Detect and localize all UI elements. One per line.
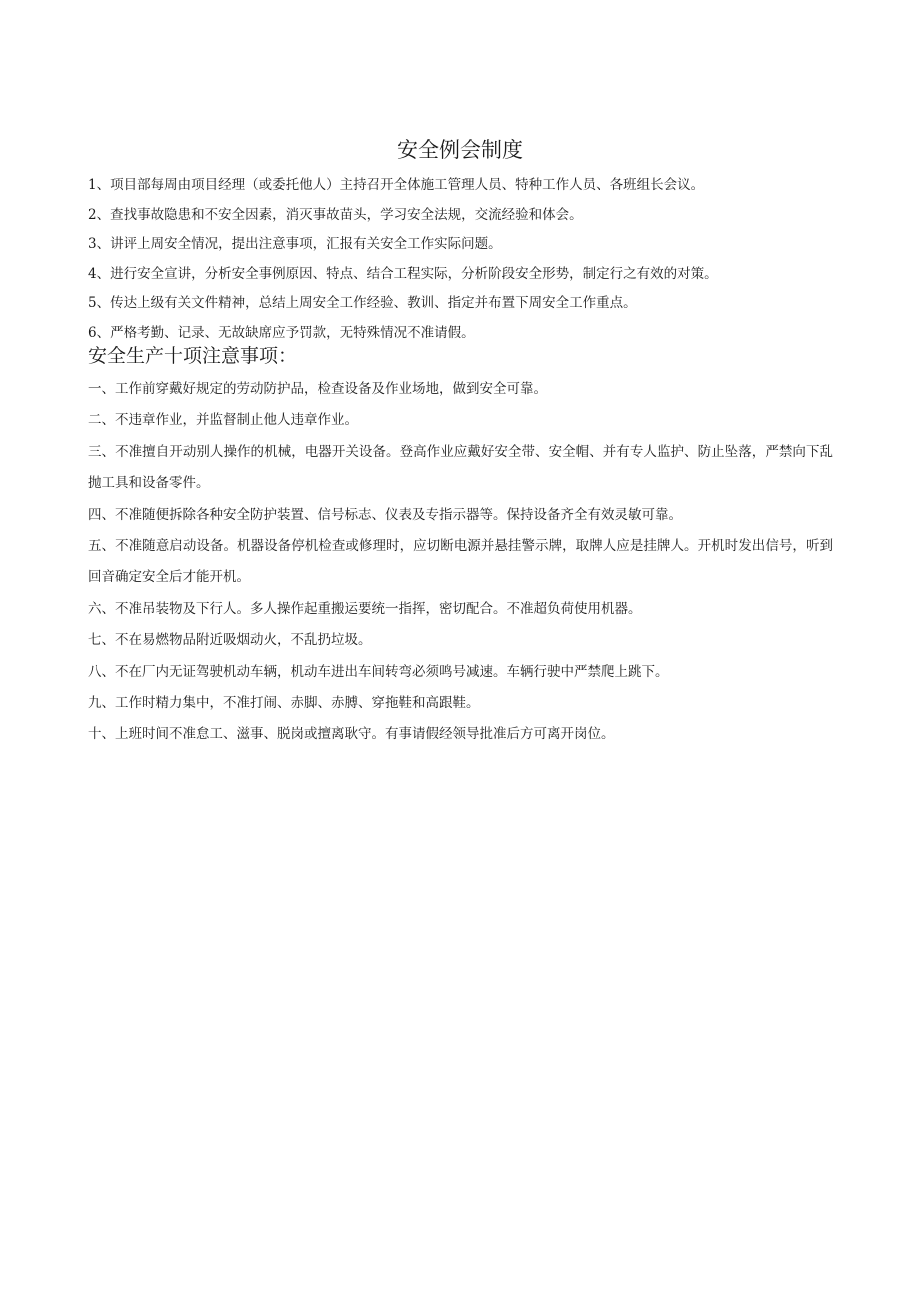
meeting-rules-list bbox=[88, 171, 848, 349]
meeting-rule-item: 2、查找事故隐患和不安全因素，消灭事故苗头，学习安全法规，交流经验和体会。 bbox=[88, 206, 583, 223]
precaution-item: 十、上班时间不准怠工、滋事、脱岗或擅离耿守。有事请假经领导批准后方可离开岗位。 bbox=[88, 726, 615, 743]
meeting-rule-item: 4、进行安全宣讲，分析安全事例原因、特点、结合工程实际，分析阶段安全形势，制定行之有效的对策。 bbox=[88, 265, 718, 282]
precaution-item: 四、不准随便拆除各种安全防护装置、信号标志、仪表及专指示器等。保持设备齐全有效灵敏可靠。 bbox=[88, 506, 682, 523]
meeting-rule-item: 6、严格考勤、记录、无故缺席应予罚款，无特殊情况不准请假。 bbox=[88, 324, 475, 341]
precaution-item: 八、不在厂内无证驾驶机动车辆，机动车进出车间转弯必须鸣号减速。车辆行驶中严禁爬上跳下。 bbox=[88, 663, 669, 680]
meeting-rule-item: 3、讲评上周安全情况，提出注意事项，汇报有关安全工作实际问题。 bbox=[88, 236, 502, 253]
meeting-rule-item: 5、传达上级有关文件精神，总结上周安全工作经验、教训、指定并布置下周安全工作重点。 bbox=[88, 295, 637, 312]
meeting-rule-item: 1、项目部每周由项目经理（或委托他人）主持召开全体施工管理人员、特种工作人员、各班组长会议。 bbox=[88, 177, 705, 193]
precaution-item: 九、工作时精力集中，不准打闹、赤脚、赤膊、穿拖鞋和高跟鞋。 bbox=[88, 695, 480, 712]
precaution-item: 五、不准随意启动设备。机器设备停机检查或修理时，应切断电源并悬挂警示牌，取牌人应是挂牌人。开机时发出信号，听到回音确定安全后才能开机。 bbox=[88, 538, 833, 586]
precautions-list bbox=[88, 374, 833, 751]
precaution-item: 二、不违章作业，并监督制止他人违章作业。 bbox=[88, 412, 358, 429]
precaution-item: 一、工作前穿戴好规定的劳动防护品，检查设备及作业场地，做到安全可靠。 bbox=[88, 381, 547, 397]
precaution-item: 七、不在易燃物品附近吸烟动火，不乱扔垃圾。 bbox=[88, 632, 372, 649]
precaution-item: 三、不准擅自开动别人操作的机械，电器开关设备。登高作业应戴好安全带、安全帽、并有专人监护、防止坠落，严禁向下乱抛工具和设备零件。 bbox=[88, 443, 833, 492]
precaution-item: 六、不准吊装物及下行人。多人操作起重搬运要统一指挥，密切配合。不准超负荷使用机器。 bbox=[88, 600, 642, 617]
precautions-heading: 安全生产十项注意事项： bbox=[88, 345, 298, 367]
document-title: 安全例会制度 bbox=[397, 138, 523, 162]
